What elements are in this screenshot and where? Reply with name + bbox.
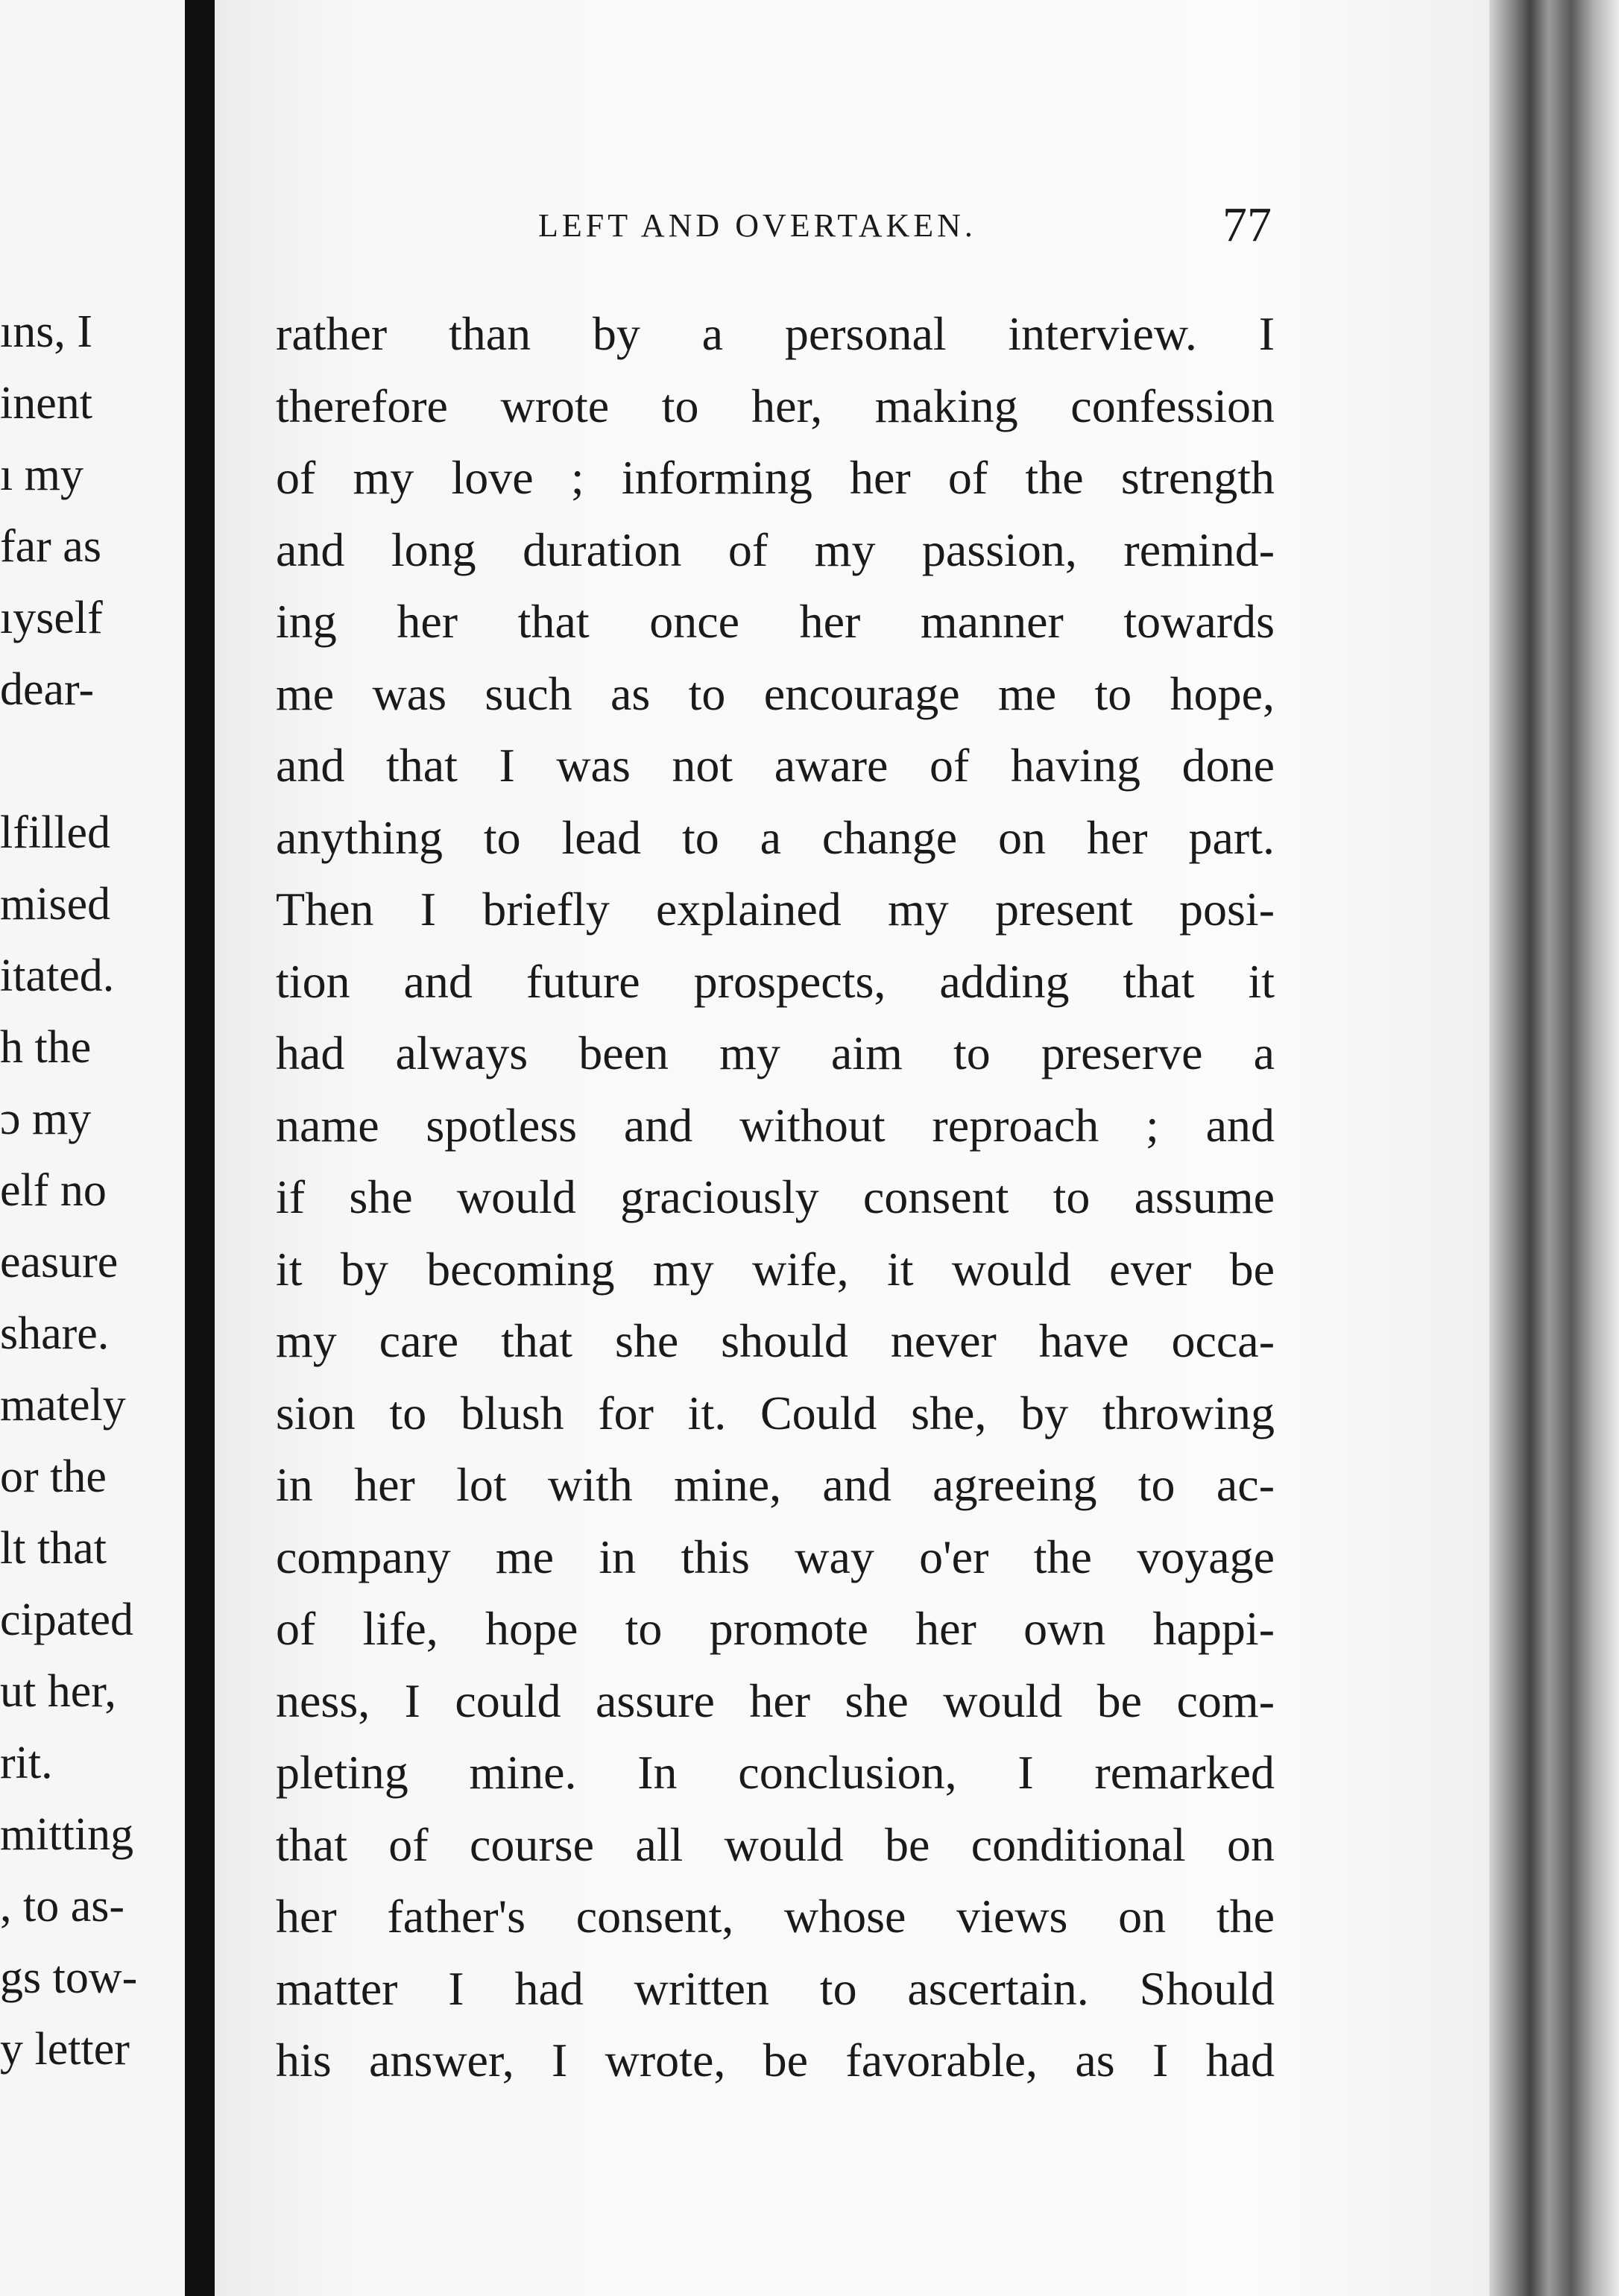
text-line: and long duration of my passion, remind- [276,523,1275,576]
page-edge [1489,0,1619,2296]
text-line: sion to blush for it. Could she, by throwing [276,1386,1275,1439]
left-page-line: lfilled [0,807,111,858]
left-page-line: ıyself [0,593,103,643]
left-page-line: ɔ my [0,1094,92,1144]
text-line: my care that she should never have occa- [276,1314,1275,1367]
text-line: that of course all would be conditional on [276,1817,1275,1871]
left-page-line: cipated [0,1595,134,1645]
left-page-line: mately [0,1380,126,1431]
text-line: pleting mine. In conclusion, I remarked [276,1746,1275,1799]
left-page-line: elf no [0,1165,107,1216]
text-line: of my love ; informing her of the strength [276,451,1275,504]
text-line: me was such as to encourage me to hope, [276,666,1275,720]
left-page-line: dear- [0,664,95,715]
left-page-line: or the [0,1451,107,1502]
left-page-line: y letter [0,2024,130,2075]
left-page-line: mised [0,879,111,930]
text-line: her father's consent, whose views on the [276,1890,1275,1943]
left-page-line: h the [0,1022,92,1073]
left-page-line: lt that [0,1523,107,1574]
book-gutter [185,0,215,2296]
text-line: rather than by a personal interview. I [276,307,1275,360]
left-page-line: gs tow- [0,1952,138,2003]
text-line: Then I briefly explained my present posi- [276,883,1275,936]
text-line: matter I had written to ascertain. Should [276,1961,1275,2015]
running-head: LEFT AND OVERTAKEN. [538,207,976,244]
text-line: company me in this way o'er the voyage [276,1530,1275,1583]
left-page-line: ut her, [0,1666,116,1717]
left-page-line: itated. [0,950,115,1001]
text-line: had always been my aim to preserve a [276,1026,1275,1079]
body-text [276,298,1275,2097]
left-page-line: , to as- [0,1881,125,1931]
left-page-line: inent [0,378,92,429]
left-page-line: far as [0,521,101,572]
left-page-line: easure [0,1237,119,1287]
text-line: anything to lead to a change on her part. [276,810,1275,864]
left-page-line: ı my [0,450,83,500]
text-line: tion and future prospects, adding that it [276,954,1275,1008]
text-line: of life, hope to promote her own happi- [276,1602,1275,1655]
text-line: and that I was not aware of having done [276,739,1275,792]
left-page-line: mitting [0,1809,134,1860]
text-line: in her lot with mine, and agreeing to ac- [276,1458,1275,1511]
left-page-fragment [0,0,185,2296]
left-page-line: ıns, I [0,306,92,357]
text-line: it by becoming my wife, it would ever be [276,1242,1275,1296]
text-line: ness, I could assure her she would be com- [276,1674,1275,1727]
text-line: name spotless and without reproach ; and [276,1098,1275,1152]
left-page-line: share. [0,1308,110,1359]
text-line: his answer, I wrote, be favorable, as I had [276,2034,1275,2087]
text-line: if she would graciously consent to assume [276,1170,1275,1223]
text-line: therefore wrote to her, making confession [276,379,1275,432]
left-page-line: rit. [0,1738,53,1788]
text-line: ing her that once her manner towards [276,595,1275,648]
page-number: 77 [1222,198,1272,252]
